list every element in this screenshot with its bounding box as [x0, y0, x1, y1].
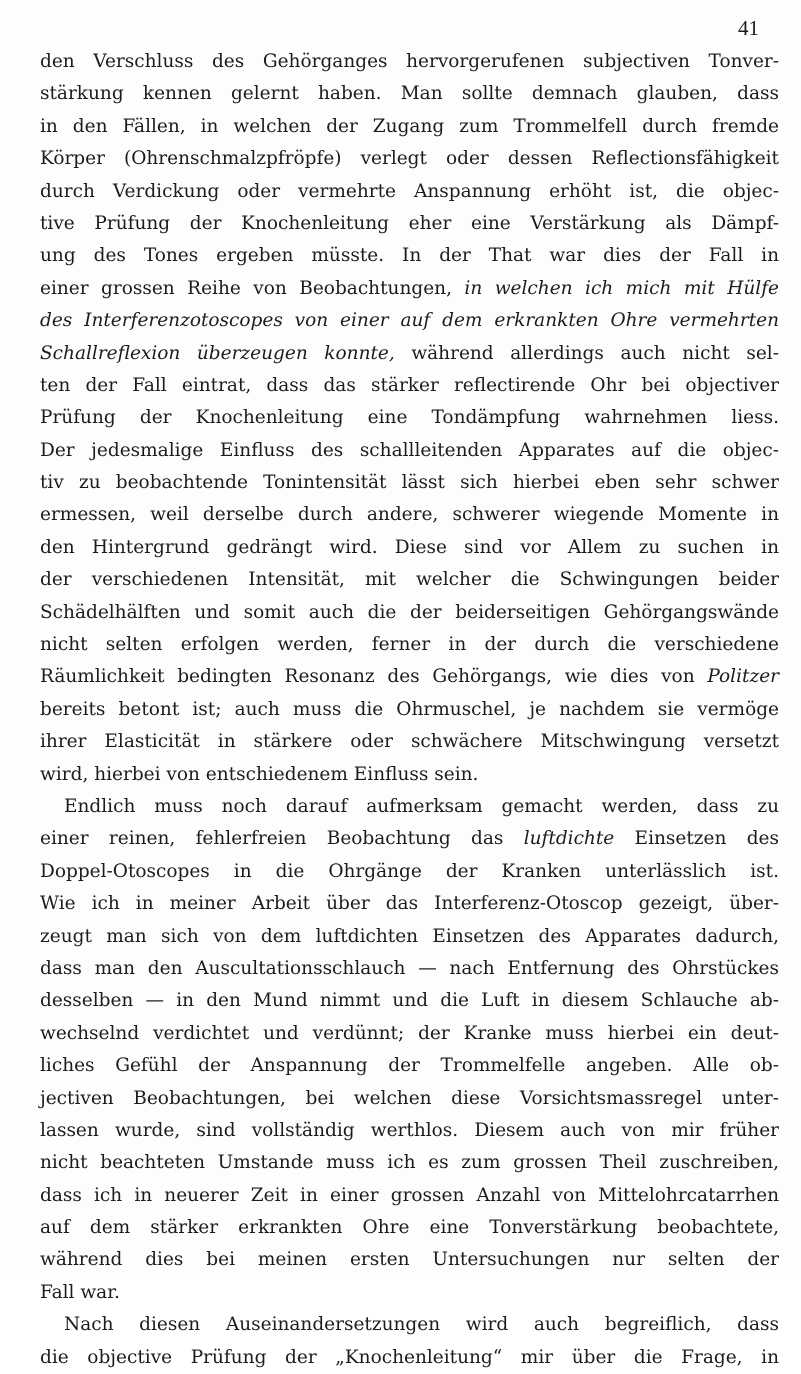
- text-line: einer reinen, fehlerfreien Beobachtung das luftdichte Einsetzen des: [40, 828, 779, 850]
- text-line: nicht selten erfolgen werden, ferner in der durch die verschiedene: [40, 634, 779, 656]
- body-text: [40, 46, 779, 1374]
- text-line: bereits betont ist; auch muss die Ohrmuschel, je nachdem sie vermöge: [40, 698, 779, 720]
- text-line: Doppel-Otoscopes in die Ohrgänge der Kranken unterlässlich ist.: [40, 860, 779, 882]
- text-line: einer grossen Reihe von Beobachtungen, in welchen ich mich mit Hülfe: [40, 277, 779, 299]
- text-line: während dies bei meinen ersten Untersuchungen nur selten der: [40, 1249, 779, 1271]
- page-number: 41: [738, 16, 759, 40]
- text-line: Prüfung der Knochenleitung eine Tondämpfung wahrnehmen liess.: [40, 407, 779, 429]
- text-line: stärkung kennen gelernt haben. Man sollte demnach glauben, dass: [40, 83, 779, 105]
- text-line: durch Verdickung oder vermehrte Anspannung erhöht ist, die objec-: [40, 180, 779, 202]
- text-line: nicht beachteten Umstande muss ich es zum grossen Theil zuschreiben,: [40, 1152, 779, 1174]
- text-line: Wie ich in meiner Arbeit über das Interferenz-Otoscop gezeigt, über-: [40, 893, 779, 915]
- text-line: tive Prüfung der Knochenleitung eher eine Verstärkung als Dämpf-: [40, 212, 779, 234]
- text-line: wird, hierbei von entschiedenem Einfluss sein.: [40, 763, 479, 785]
- text-line: des Interferenzotoscopes von einer auf dem erkrankten Ohre vermehrten: [40, 310, 779, 332]
- text-line: ihrer Elasticität in stärkere oder schwächere Mitschwingung versetzt: [40, 731, 779, 753]
- text-line: ermessen, weil derselbe durch andere, schwerer wiegende Momente in: [40, 504, 779, 526]
- text-line: den Verschluss des Gehörganges hervorgerufenen subjectiven Tonver-: [40, 51, 779, 72]
- text-line: Körper (Ohrenschmalzpfröpfe) verlegt oder dessen Reflectionsfähigkeit: [40, 148, 779, 170]
- text-line: jectiven Beobachtungen, bei welchen diese Vorsichtsmassregel unter-: [40, 1087, 779, 1109]
- text-line: tiv zu beobachtende Tonintensität lässt sich hierbei eben sehr schwer: [40, 472, 779, 494]
- text-line: ten der Fall eintrat, dass das stärker reflectirende Ohr bei objectiver: [40, 374, 779, 396]
- text-line: desselben — in den Mund nimmt und die Luft in diesem Schlauche ab-: [40, 990, 779, 1012]
- text-line: der verschiedenen Intensität, mit welcher die Schwingungen beider: [40, 569, 779, 591]
- text-line: Nach diesen Auseinandersetzungen wird auch begreiflich, dass: [64, 1314, 779, 1336]
- text-line: zeugt man sich von dem luftdichten Einsetzen des Apparates dadurch,: [40, 925, 779, 947]
- text-line: Räumlichkeit bedingten Resonanz des Gehörgangs, wie dies von Politzer: [40, 666, 779, 688]
- text-line: ung des Tones ergeben müsste. In der That war dies der Fall in: [40, 245, 779, 267]
- text-line: Der jedesmalige Einfluss des schallleitenden Apparates auf die objec-: [40, 439, 779, 461]
- text-line: auf dem stärker erkrankten Ohre eine Tonverstärkung beobachtete,: [40, 1217, 779, 1239]
- text-line: wechselnd verdichtet und verdünnt; der Kranke muss hierbei ein deut-: [40, 1022, 779, 1044]
- text-line: liches Gefühl der Anspannung der Trommelfelle angeben. Alle ob-: [40, 1055, 779, 1077]
- text-line: Schädelhälften und somit auch die der beiderseitigen Gehörgangswände: [40, 601, 779, 623]
- text-line: lassen wurde, sind vollständig werthlos. Diesem auch von mir früher: [40, 1119, 779, 1141]
- text-line: in den Fällen, in welchen der Zugang zum Trommelfell durch fremde: [40, 115, 779, 137]
- text-line: Endlich muss noch darauf aufmerksam gemacht werden, dass zu: [64, 795, 779, 817]
- text-line: dass man den Auscultationsschlauch — nach Entfernung des Ohrstückes: [40, 957, 779, 979]
- text-line: Fall war.: [40, 1281, 120, 1303]
- text-line: dass ich in neuerer Zeit in einer grossen Anzahl von Mittelohrcatarrhen: [40, 1184, 779, 1206]
- text-line: Schallreflexion überzeugen konnte, während allerdings auch nicht sel-: [40, 342, 779, 364]
- text-line: die objective Prüfung der „Knochenleitung“ mir über die Frage, in: [40, 1346, 779, 1368]
- text-line: den Hintergrund gedrängt wird. Diese sind vor Allem zu suchen in: [40, 536, 779, 558]
